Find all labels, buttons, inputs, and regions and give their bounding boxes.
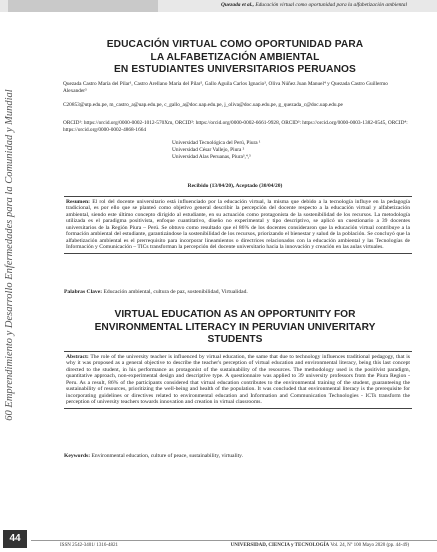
author-emails: C20853@utp.edu.pe, m_castro_a@uap.edu.pe, c_gallo_a@doc.uap.edu.pe, j_oliva@doc.uap.edu.pe, g_quezada_c@doc.uap.edu.pe bbox=[63, 102, 343, 108]
title-spanish: EDUCACIÓN VIRTUAL COMO OPORTUNIDAD PARA LA ALFABETIZACIÓN AMBIENTAL EN ESTUDIANTES UNIVERSITARIOS PERUANOS bbox=[106, 39, 364, 75]
issn: ISSN 2542-3401/ 1316-4821 bbox=[60, 543, 119, 548]
affiliations bbox=[150, 140, 350, 160]
keywords-label: Keywords: bbox=[64, 453, 91, 459]
journal-issue: Vol. 24, Nº 100 Mayo 2020 (pp. 44-49) bbox=[330, 543, 409, 548]
keywords-text: Environmental education, culture of peace, sustainability, virtuality. bbox=[91, 453, 244, 459]
abstract-label: Abstract: bbox=[66, 354, 89, 360]
footer-rule bbox=[31, 540, 437, 541]
resumen-label: Resumen: bbox=[66, 199, 90, 205]
palabras-text: Educación ambiental, cultura de paz, sostenibilidad, Virtualidad. bbox=[103, 289, 248, 295]
resumen-block bbox=[64, 196, 412, 254]
authors: Quezada Castro María del Pilar¹, Castro Arellano María del Pilar², Gallo Aguila Carlos Ignacio³, Oliva Núñez Juan Manuel⁴ y Quezada Castro Guillermo Alexander⁵ bbox=[63, 81, 388, 94]
affiliation: Universidad César Vallejo, Piura ² bbox=[172, 146, 245, 153]
abstract-block bbox=[64, 351, 412, 409]
received-dates: Recibido (13/04/20), Aceptado (30/04/20) bbox=[187, 183, 283, 189]
affiliation: Universidad Alas Peruanas, Piura³,⁴,⁵ bbox=[172, 153, 251, 160]
resumen-text: El rol del docente universitario está influenciado por la educación virtual, la misma que debido a la tecnología influye en la pedagogía tradicional, es por ello que se planteó como objetivo general describir la percepción del docente respecto a la educación virtual y alfabetización ambiental, siendo este último concepto dirigido al estudiante, en su actuación como protagonista de la sostenibilidad de los recursos. La metodología utilizada es el paradigma positivista, enfoque cuantitativo, diseño no experimental y tipo descriptivo, se aplicó un cuestionario a 39 docentes universitarios de la Región Piura – Perú. Se obtuvo como resultado que el 86% de los docentes consideraron que la educación virtual contribuye a la formación ambiental del estudiante, garantizándose la sostenibilidad de los recursos, priorizando el bienestar y salud de la población. Se concluyó que la alfabetización ambiental es el prerrequisito para incorporar lineamientos o directrices relacionados con la educación ambiental y las Tecnologías de Información y Comunicación – TICs transforman la percepción del docente universitario hacia la innovación y creación en las aulas virtuales. bbox=[66, 199, 410, 251]
journal-info bbox=[231, 543, 409, 548]
palabras-clave bbox=[64, 287, 412, 296]
side-vertical-text: 60 Emprendimiento y Desarrollo Enfermedades para la Comunidad y Mundial bbox=[4, 89, 15, 421]
header-block bbox=[8, 0, 158, 12]
title-english: VIRTUAL EDUCATION AS AN OPPORTUNITY FOR ENVIRONMENTAL LITERACY IN PERUVIAN UNIVERITARY STUDENTS bbox=[94, 309, 376, 345]
affiliation: Universidad Tecnológica del Perú, Piura ¹ bbox=[172, 140, 261, 146]
orcid-list: ORCID¹: https://orcid.org/0000-0002-1012-570Xm, ORCID²: https://orcid.org/0000-0002-6661-9928, ORCID³: https://orcid.org/0000-0003-1382-0545, ORCID⁴: https://orcid.org/0000-0002-4868-1664 bbox=[63, 120, 408, 133]
page-number: 44 bbox=[3, 530, 27, 548]
abstract-text: The role of the university teacher is influenced by virtual education, the same that due to technology influences traditional pedagogy, that is why it was proposed as a general objective to describe the teacher's perception of virtual education and environmental literacy, being this last concept directed to the student, in his performance as protagonist of the sustainability of the resources. The methodology used is the positivist paradigm, quantitative approach, non-experimental design and descriptive type. A questionnaire was applied to 39 university professors from the Piura Region - Peru. As a result, 86% of the participants considered that virtual education contributes to the environmental training of the student, guaranteeing the sustainability of resources, prioritizing the well-being and health of the population. It was concluded that environmental literacy is the prerequisite for incorporating guidelines or directives related to environmental education and Information and Communication Technologies - ICTs transform the perception of university teachers towards innovation and creation in virtual classrooms. bbox=[66, 354, 410, 406]
running-header bbox=[221, 2, 407, 8]
header-authors: Quezada et al., bbox=[221, 2, 254, 8]
header-title: Educación virtual como oportunidad para la alfabetización ambiental bbox=[255, 2, 407, 8]
palabras-label: Palabras Clave: bbox=[64, 289, 103, 295]
keywords bbox=[64, 451, 412, 460]
journal-name: UNIVERSIDAD, CIENCIA y TECNOLOGÍA bbox=[230, 543, 330, 548]
